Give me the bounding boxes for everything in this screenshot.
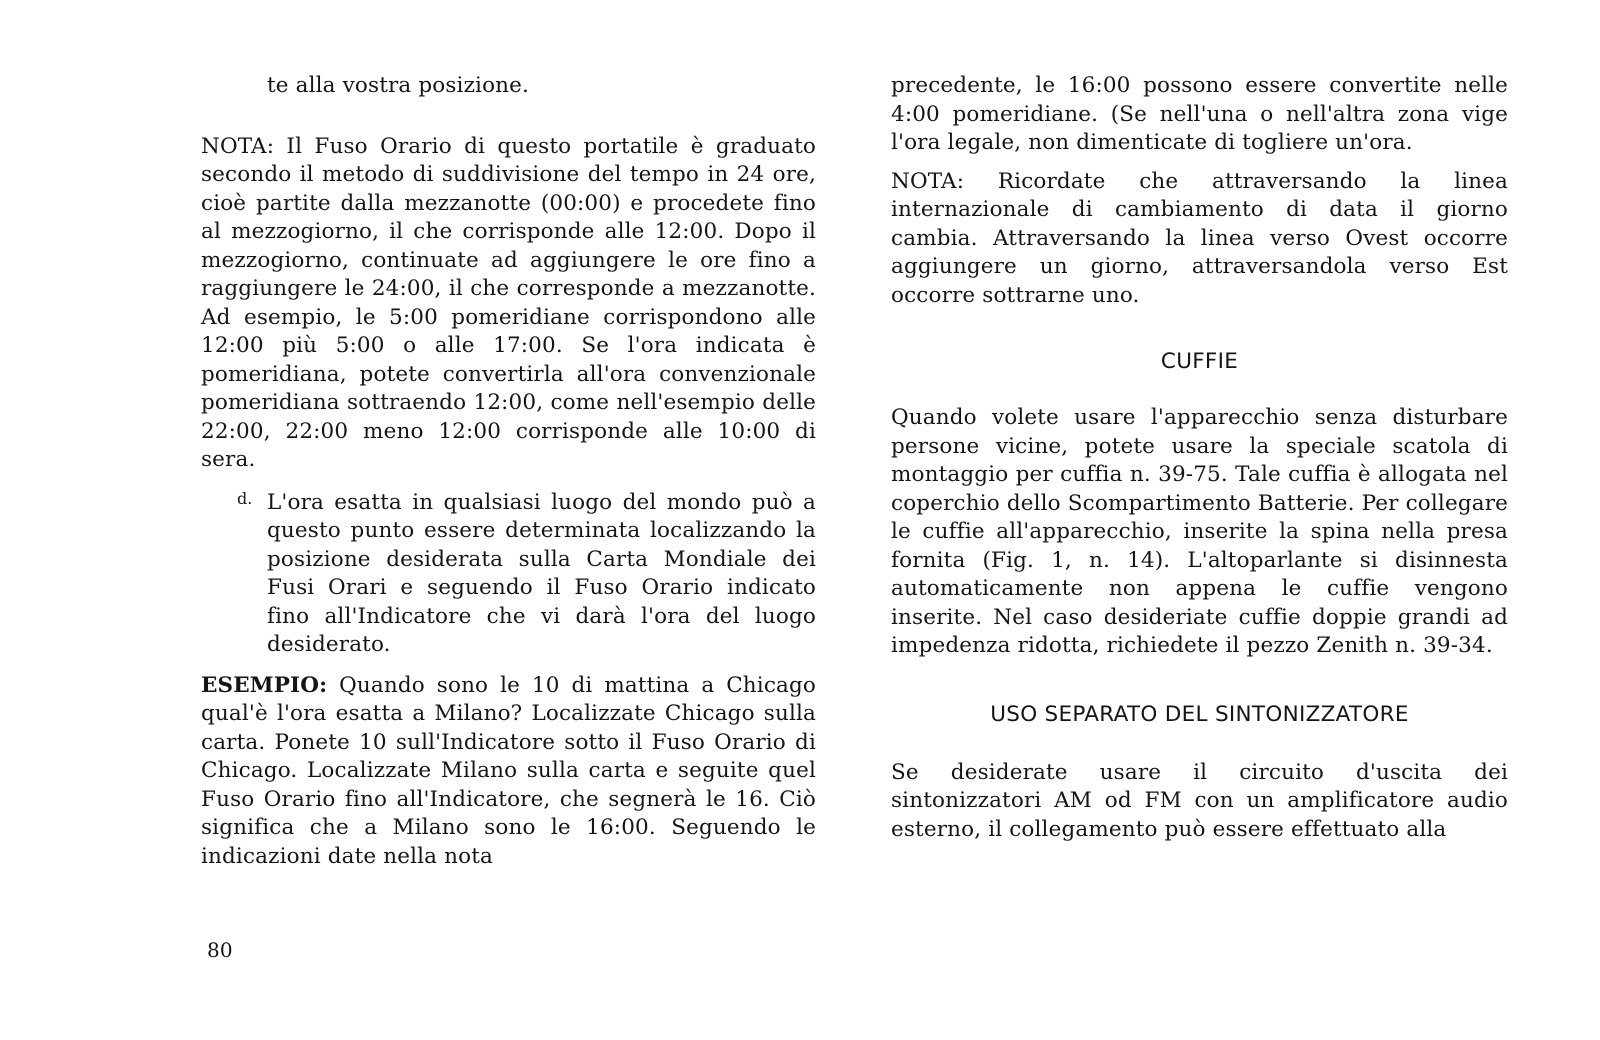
nota-paragraph: NOTA: Il Fuso Orario di questo portatile è graduato secondo il metodo di suddivisione del tempo in 24 ore, cioè partite dalla mezzanotte (00:00) e procedete fino al mezzogiorno, il che corrisponde alle 12:00. Dopo il mezzogiorno, continuate ad aggiungere le ore fino a raggiungere le 24:00, il che corresponde a mezzanotte. Ad esempio, le 5:00 pomeridiane corrispondono alle 12:00 più 5:00 o alle 17:00. Se l'ora indicata è pomeridiana, potete convertirla all'ora convenzionale pomeridiana sottraendo 12:00, come nell'esempio delle 22:00, 22:00 meno 12:00 corrisponde alle 10:00 di sera. <box>201 133 816 472</box>
cuffie-paragraph: Quando volete usare l'apparecchio senza disturbare persone vicine, potete usare la speciale scatola di montaggio per cuffia n. 39-75. Tale cuffia è allogata nel coperchio dello Scompartimento Batterie. Per collegare le cuffie all'apparecchio, inserite la spina nella presa fornita (Fig. 1, n. 14). L'altoparlante si disinnesta automaticamente non appena le cuffie vengono inserite. Nel caso desideriate cuffie doppie grandi ad impedenza ridotta, richiedete il pezzo Zenith n. 39-34. <box>891 405 1508 658</box>
esempio-paragraph <box>201 672 816 872</box>
section-heading-cuffie: CUFFIE <box>1160 349 1239 374</box>
continuation-text: te alla vostra posizione. <box>267 73 530 98</box>
esempio-label: ESEMPIO: <box>201 672 328 698</box>
page-number: 80 <box>207 938 233 962</box>
nota-paragraph: NOTA: Ricordate che attraversando la linea internazionale di cambiamento di data il giorno cambia. Attraversando la linea verso Ovest occorre aggiungere un giorno, attraversandola verso Est occorre sottrarne uno. <box>891 168 1508 308</box>
list-item-d <box>201 489 816 660</box>
list-item-text: L'ora esatta in qualsiasi luogo del mondo può a questo punto essere determinata localizzando la posizione desiderata sulla Carta Mondiale dei Fusi Orari e seguendo il Fuso Orario indicato fino all'Indicatore che vi darà l'ora del luogo desiderato. <box>267 489 816 657</box>
section-heading-sintonizzatore: USO SEPARATO DEL SINTONIZZATORE <box>990 701 1409 727</box>
left-column <box>201 72 816 871</box>
list-item-marker: d. <box>237 488 253 508</box>
sintonizzatore-paragraph: Se desiderate usare il circuito d'uscita dei sintonizzatori AM od FM con un amplificatore audio esterno, il collegamento può essere effettuato alla <box>891 759 1508 842</box>
right-column <box>891 72 1508 844</box>
continuation-text: precedente, le 16:00 possono essere convertite nelle 4:00 pomeridiane. (Se nell'una o nell'altra zona vige l'ora legale, non dimenticate di togliere un'ora. <box>891 73 1508 155</box>
esempio-text: Quando sono le 10 di mattina a Chicago qual'è l'ora esatta a Milano? Localizzate Chicago sulla carta. Ponete 10 sull'Indicatore sotto il Fuso Orario di Chicago. Localizzate Milano sulla carta e seguite quel Fuso Orario fino all'Indicatore, che segnerà le 16. Ciò significa che a Milano sono le 16:00. Seguendo le indicazioni date nella nota <box>201 672 816 869</box>
